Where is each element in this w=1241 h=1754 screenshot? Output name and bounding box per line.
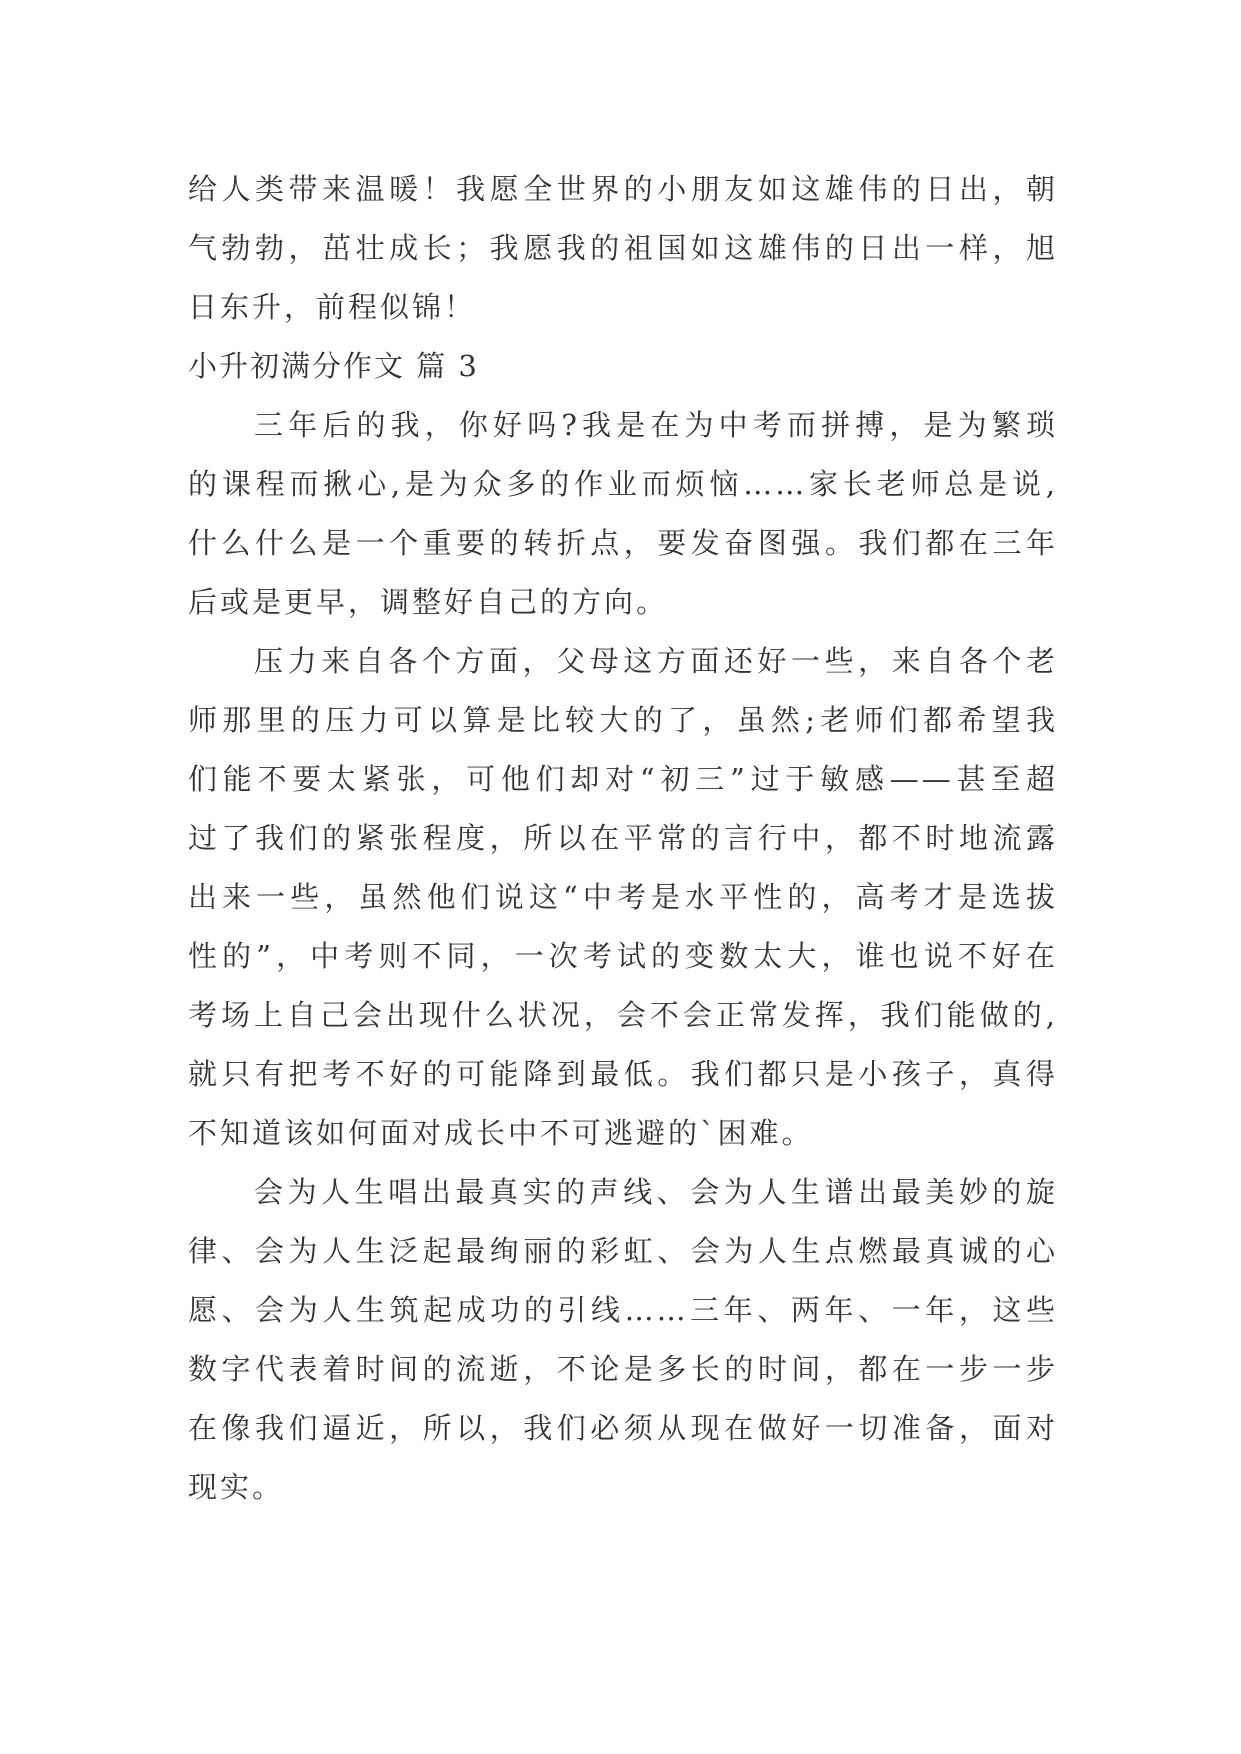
text-line: 什么什么是一个重要的转折点，要发奋图强。我们都在三年: [188, 526, 1058, 560]
text-line: 后或是更早，调整好自己的方向。: [188, 585, 669, 619]
text-line: 考场上自己会出现什么状况，会不会正常发挥，我们能做的,: [188, 998, 1058, 1032]
text-line: 们能不要太紧张，可他们却对“初三”过于敏感——甚至超: [188, 762, 1058, 796]
text-line: 律、会为人生泛起最绚丽的彩虹、会为人生点燃最真诚的心: [188, 1234, 1058, 1268]
paragraph-3: [188, 1163, 1058, 1517]
paragraph-1: [188, 396, 1058, 632]
text-line: 愿、会为人生筑起成功的引线……三年、两年、一年，这些: [188, 1293, 1058, 1327]
text-line: 性的”，中考则不同，一次考试的变数太大，谁也说不好在: [188, 939, 1058, 973]
text-line: 过了我们的紧张程度，所以在平常的言行中，都不时地流露: [188, 821, 1058, 855]
text-line: 现实。: [188, 1470, 285, 1504]
text-line: 气勃勃，茁壮成长；我愿我的祖国如这雄伟的日出一样，旭: [188, 231, 1058, 265]
paragraph-2: [188, 632, 1058, 1163]
document-body: [188, 160, 1058, 1517]
text-line: 的课程而揪心,是为众多的作业而烦恼……家长老师总是说,: [188, 467, 1058, 501]
text-line: 给人类带来温暖！我愿全世界的小朋友如这雄伟的日出，朝: [188, 172, 1058, 206]
text-line: 三年后的我，你好吗?我是在为中考而拼搏，是为繁琐: [254, 408, 1058, 442]
text-line: 就只有把考不好的可能降到最低。我们都只是小孩子，真得: [188, 1057, 1058, 1091]
text-line: 师那里的压力可以算是比较大的了，虽然;老师们都希望我: [188, 703, 1058, 737]
text-line: 不知道该如何面对成长中不可逃避的`困难。: [188, 1116, 814, 1150]
text-line: 在像我们逼近，所以，我们必须从现在做好一切准备，面对: [188, 1411, 1058, 1445]
text-line: 会为人生唱出最真实的声线、会为人生谱出最美妙的旋: [254, 1175, 1058, 1209]
text-line: 压力来自各个方面，父母这方面还好一些，来自各个老: [254, 644, 1058, 678]
text-line: 数字代表着时间的流逝，不论是多长的时间，都在一步一步: [188, 1352, 1058, 1386]
text-line: 出来一些，虽然他们说这“中考是水平性的，高考才是选拔: [188, 880, 1058, 914]
text-line: 日东升，前程似锦！: [188, 290, 477, 324]
section-heading: 小升初满分作文 篇 3: [188, 349, 479, 383]
paragraph-continued: [188, 160, 1058, 337]
